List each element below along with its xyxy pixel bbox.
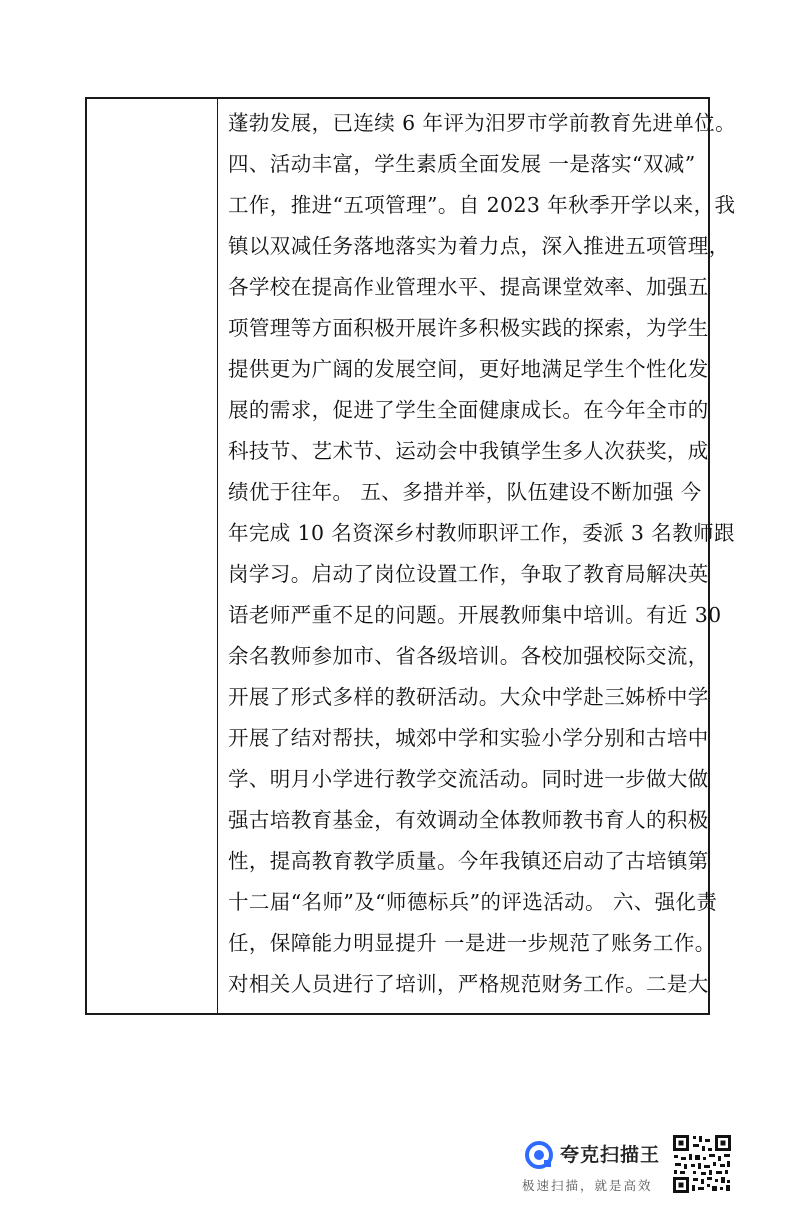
document-table <box>85 97 736 1015</box>
text-line: 强古培教育基金，有效调动全体教师教书育人的积极 <box>228 808 709 832</box>
table-left-column <box>87 99 218 1013</box>
text-line: 开展了形式多样的教研活动。大众中学赴三姊桥中学 <box>228 685 709 709</box>
brand-name: 夸克扫描王 <box>560 1144 661 1166</box>
brand-slogan: 极速扫描，就是高效 <box>522 1178 653 1193</box>
text-line: 蓬勃发展，已连续 6 年评为汨罗市学前教育先进单位。 <box>228 111 736 135</box>
text-line: 绩优于往年。 五、多措并举，队伍建设不断加强 今 <box>228 480 702 504</box>
text-line: 开展了结对帮扶，城郊中学和实验小学分别和古培中 <box>228 726 709 750</box>
text-line: 学、明月小学进行教学交流活动。同时进一步做大做 <box>228 767 709 791</box>
text-line: 提供更为广阔的发展空间，更好地满足学生个性化发 <box>228 357 709 381</box>
text-line: 余名教师参加市、省各级培训。各校加强校际交流， <box>228 644 709 668</box>
text-line: 科技节、艺术节、运动会中我镇学生多人次获奖，成 <box>228 439 709 463</box>
text-line: 对相关人员进行了培训，严格规范财务工作。二是大 <box>228 972 709 996</box>
qr-code-icon <box>671 1133 733 1195</box>
text-line: 任，保障能力明显提升 一是进一步规范了账务工作。 <box>228 931 716 955</box>
text-line: 展的需求，促进了学生全面健康成长。在今年全市的 <box>228 398 709 422</box>
text-line: 岗学习。启动了岗位设置工作，争取了教育局解决英 <box>228 562 709 586</box>
text-line: 各学校在提高作业管理水平、提高课堂效率、加强五 <box>228 275 709 299</box>
text-line: 四、活动丰富，学生素质全面发展 一是落实“双减” <box>228 152 696 176</box>
text-line: 性，提高教育教学质量。今年我镇还启动了古培镇第 <box>228 849 709 873</box>
quark-logo-icon <box>524 1140 554 1170</box>
text-line: 镇以双减任务落地落实为着力点，深入推进五项管理， <box>228 234 730 258</box>
text-line: 工作，推进“五项管理”。自 2023 年秋季开学以来，我 <box>228 193 736 217</box>
text-line: 年完成 10 名资深乡村教师职评工作，委派 3 名教师跟 <box>228 521 735 545</box>
text-line: 项管理等方面积极开展许多积极实践的探索，为学生 <box>228 316 709 340</box>
scanner-watermark <box>520 1138 668 1196</box>
text-line: 语老师严重不足的问题。开展教师集中培训。有近 30 <box>228 603 722 627</box>
text-line: 十二届“名师”及“师德标兵”的评选活动。 六、强化责 <box>228 890 718 914</box>
table-content-cell <box>218 99 736 1013</box>
